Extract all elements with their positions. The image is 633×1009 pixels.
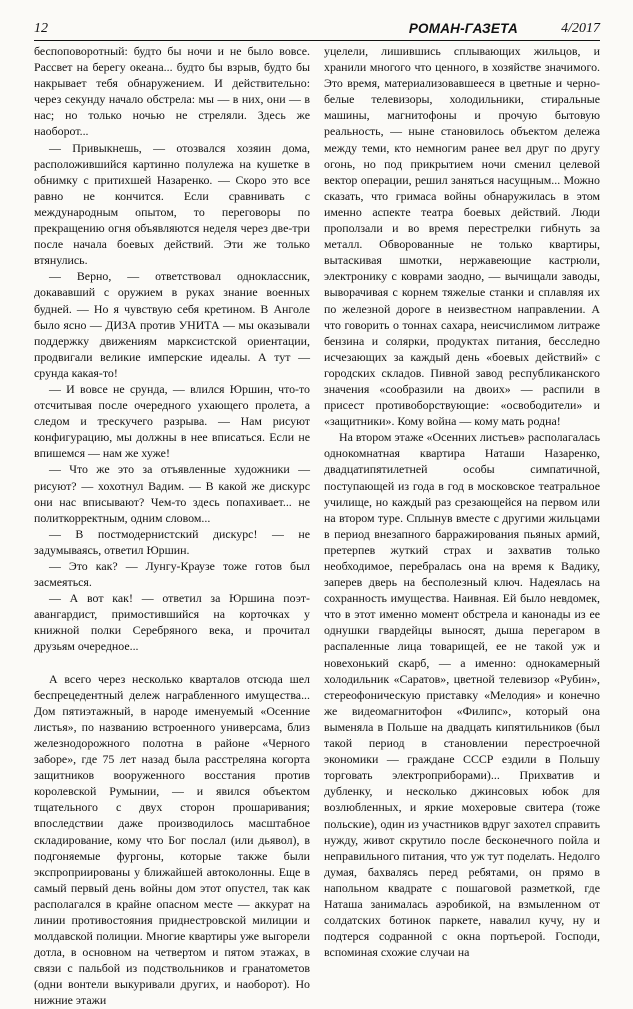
paragraph: — Привыкнешь, — отозвался хозяин дома, расположившийся картинно полулежа на кушетке в обнимку с притихшей Назаренко. — Скоро это все равно не кончится. Если сравнивать с международным опытом, то переговоры по прекращению огня объявляются неделя через две-три после начала боевых действий. Эти же только втянулись. (34, 140, 310, 268)
paragraph: На втором этаже «Осенних листьев» располагалась однокомнатная квартира Наташи Назаренко, двадцатипятилетней особы симпатичной, поступающей из года в год в московское театральное училище, но каждый раз срезающейся на первом или на втором туре. Сплынув вместе с другими жильцами в период внезапного барражирования пьяных армий, претерпев жуткий страх и захватив только необходимое, перебралась она на время к Вадику, заперев дверь на бесполезный ключ. Надеялась на сохранность имущества. Наивная. Ей было невдомек, что в этот именно момент обстрела и канонады из ее однушки гвардейцы выносят, дыша перегаром в распаленные лица товарищей, ее не такой уж и новехонький скарб, — а именно: однокамерный холодильник «Саратов», цветной телевизор «Рубин», стереофоническую приставку «Мелодия» и конечно же видеомагнитофон «Филипс», который она выменяла в Польше на двадцать кипятильников (был такой период в становлении перестроечной экономики — граждане СССР ездили в Польшу торговать электроприборами)... Прихватив и дубленку, и несколько джинсовых юбок для возлюбленных, и яркие мохеровые свитера (тоже польские), один из участников вдруг захотел справить нужду, живот скрутило после бесконечного пойла и неправильного питания, что уж тут поделать. Недолго думая, бахвалясь перед ребятами, он прямо в напольном квадрате с пошаговой разметкой, где Наташа занималась аэробикой, на взмыленном от солдатских ботинок паркете, навалил кучу, ну и подтерся содранной с окна портьерой. Господи, вспоминая схожие случаи на (324, 430, 600, 960)
paragraph: — Что же это за отъявленные художники — рисуют? — хохотнул Вадим. — В какой же дискурс они нас вписывают? Чем-то здесь попахивает... не политкорректным, одним словом... (34, 462, 310, 525)
left-column (34, 43, 310, 1009)
paragraph: — И вовсе не срунда, — влился Юршин, что-то отсчитывая после очередного ухающего пролета, а следом и трескучего разрыва. — Нам рисуют конфигурацию, мы должны в нее вписаться. Если не впишемся — нам же хуже! (34, 381, 310, 461)
paragraph: — В постмодернистский дискурс! — не задумываясь, ответил Юршин. (34, 526, 310, 557)
paragraph: беспоповоротный: будто бы ночи и не было вовсе. Рассвет на берегу океана... будто бы взрыв, будто бы накрывает тебя обнаружением. И действительно: через секунду начало обстрела: мы — в них, они — в нас; но только ночью не стреляли. Здесь же наоборот... (34, 44, 310, 139)
magazine-title: РОМАН-ГАЗЕТА (408, 21, 518, 36)
paragraph: уцелели, лишившись сплывающих жильцов, и хранили многого что ценного, в хозяйстве значимого. Это время, материализовавшееся в цветные и черно-белые телевизоры, холодильники, стиральные машины, магнитофоны и прочую бытовую реальность, — ныне становилось объектом дележа между теми, кто немногим ранее вел друг по другу огонь, но под прикрытием ночи сменил целевой вектор операции, решил заняться насущным... Можно сказать, что гримаса войны обнаружилась в этом именно аспекте театра боевых действий. Люди проползали и во время перестрелки гибнуть за металл. Обворованные не только квартиры, вытаскивая шмотки, нержавеющие кастрюли, электронику с коврами заодно, — вычищали заводы, выворачивая с корнем тяжелые станки и сплавляя их по железной дороге в неизвестном направлении. А что говорить о тоннах сахара, неисчислимом литраже бензина и солярки, продуктах питания, бесследно исчезающих за каждый день «боевых действий» с городских складов. Пивной завод республиканского значения «сообразили на двоих» — распили в присест противоборствующие: «освободители» и «защитники». Кому война — кому мать родна! (324, 44, 600, 429)
paragraph: — Верно, — ответствовал одноклассник, докававший с оружием в руках знание военных будней. — Но я чувствую себя кретином. В Анголе было ясно — ДИЗА против УНИТА — мы оказывали поддержку движениям марксистской ориентации, продвигали великие имперские идеалы. А тут — срунда какая-то! (34, 269, 310, 380)
issue-number: 4/2017 (561, 21, 600, 36)
paragraph: — А вот как! — ответил за Юршина поэт-авангардист, примостившийся на корточках у книжной полки Серебряного века, и прочитал друзьям очередное... (34, 591, 310, 654)
page-header (34, 20, 600, 41)
paragraph: — Это как? — Лунгу-Краузе тоже готов был засмеяться. (34, 559, 310, 590)
paragraph: А всего через несколько кварталов отсюда шел беспрецедентный дележ награбленного имущества... Дом пятиэтажный, в народе именуемый «Осенние листья», по названию встроенного универсама, близ железнодорожного полотна в районе «Черного заборе», где 75 лет назад была расстреляна когорта защитников вооруженного восстания против королевской Румынии, — и явился объектом тщательного с двух сторон прошаривания; впоследствии даже производилось масштабное складирование, кому что Бог послал (или дьявол), в подгоняемые фургоны, которые также были экспроприированы у ближайшей автоколонны. Еще в самый первый день войны дом этот опустел, так как располагался в крайне опасном месте — аккурат на линии противостояния приднестровской милиции и молдавской полиции. Многие квартиры уже выгорели дотла, в основном на четвертом и пятом этажах, в связи с пальбой из подствольников и гранатометов (одни вонтели выкуривали других, и наоборот). Но нижние этажи (34, 671, 310, 1008)
page-number: 12 (34, 21, 48, 36)
right-column (324, 43, 600, 960)
